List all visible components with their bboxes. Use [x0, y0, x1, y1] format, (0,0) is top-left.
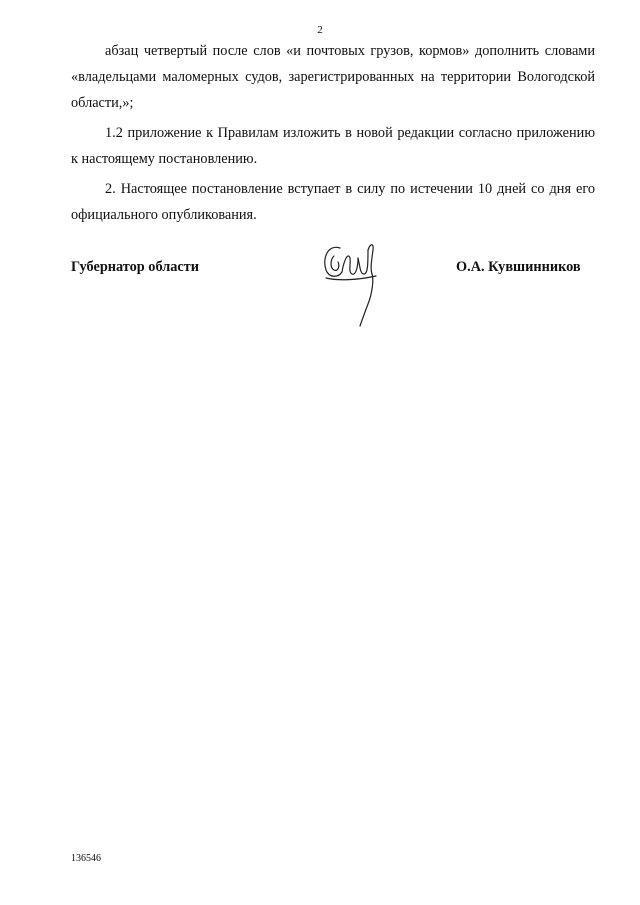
- document-code: 136546: [71, 853, 101, 864]
- paragraph-amendment-appendix: 1.2 приложение к Правилам изложить в новой редакции согласно приложению к настоящему постановлению.: [71, 125, 595, 167]
- paragraph-entry-into-force: 2. Настоящее постановление вступает в силу по истечении 10 дней со дня его официального опубликования.: [71, 181, 595, 223]
- signatory-name: О.А. Кувшинников: [456, 259, 581, 275]
- signatory-title: Губернатор области: [71, 259, 200, 275]
- page-number: 2: [317, 24, 323, 36]
- paragraph-amendment-abzac: абзац четвертый после слов «и почтовых грузов, кормов» дополнить словами «владельцами маломерных судов, зарегистрированных на территории Вологодской области,»;: [71, 43, 595, 111]
- document-body: [71, 38, 595, 228]
- handwritten-signature-icon: [318, 236, 388, 328]
